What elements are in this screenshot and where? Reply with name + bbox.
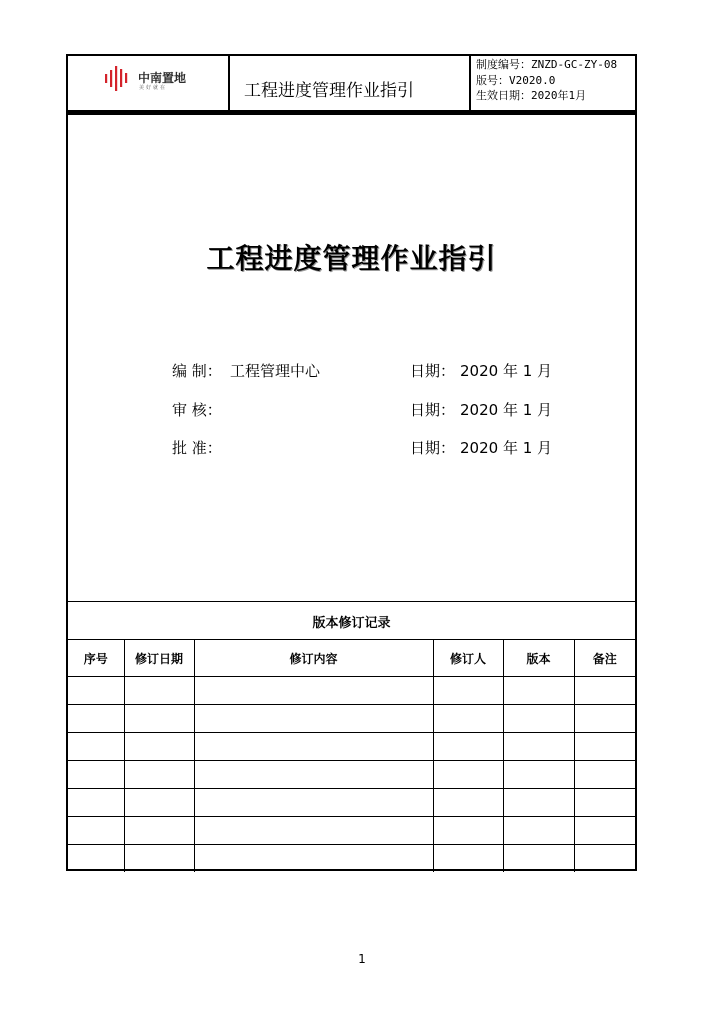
document-header [66,54,637,112]
table-cell [503,761,574,789]
page-number: 1 [358,952,366,966]
page-title: 工程进度管理作业指引 [206,242,497,275]
revision-title: 版本修订记录 [312,616,391,631]
table-cell [503,705,574,733]
effective-date-line [476,88,617,104]
version: V2020.0 [509,73,556,87]
table-cell [433,761,503,789]
table-cell [574,845,635,873]
table-cell [574,705,635,733]
table-cell [68,705,124,733]
signoff-date: 2020 年 1 月 [460,401,553,419]
table-cell [194,845,433,873]
table-cell [433,733,503,761]
column-header: 版本 [503,640,574,677]
table-cell [124,845,194,873]
header-divider [228,56,230,110]
table-row [68,845,635,873]
table-cell [433,789,503,817]
table-row [68,677,635,705]
section-divider [68,601,635,602]
signoff-role: 批 准： [172,439,222,457]
header-meta [476,57,617,104]
column-header: 序号 [68,640,124,677]
table-cell [194,705,433,733]
table-cell [194,817,433,845]
table-cell [503,677,574,705]
table-cell [503,789,574,817]
header-divider [469,56,471,110]
table-cell [68,817,124,845]
company-slogan: 美好就在 [139,85,168,91]
version-label: 版号： [476,73,509,87]
table-cell [503,733,574,761]
document-body [66,112,637,871]
table-row [68,817,635,845]
table-cell [574,761,635,789]
table-row [68,705,635,733]
table-cell [574,789,635,817]
logo-bars-icon [104,64,132,92]
table-cell [194,789,433,817]
table-cell [574,733,635,761]
table-cell [124,761,194,789]
table-cell [433,845,503,873]
table-cell [124,789,194,817]
table-cell [124,733,194,761]
column-header: 修订内容 [194,640,433,677]
table-cell [433,817,503,845]
company-logo [104,64,204,100]
table-row [68,789,635,817]
table-row [68,761,635,789]
table-cell [433,705,503,733]
signoff-date: 2020 年 1 月 [460,439,553,457]
table-cell [503,817,574,845]
effective-label: 生效日期： [476,89,531,102]
column-header: 修订人 [433,640,503,677]
signoff-date: 2020 年 1 月 [460,362,553,380]
column-header: 备注 [574,640,635,677]
table-cell [124,817,194,845]
signoff-role: 审 核： [172,401,222,419]
table-cell [194,677,433,705]
table-cell [194,733,433,761]
table-header-row [68,640,635,677]
signoff-date-label: 日期： [410,362,456,380]
table-cell [503,845,574,873]
company-name: 中南置地 [138,71,187,85]
signoff-name: 工程管理中心 [230,362,321,380]
table-cell [194,761,433,789]
table-cell [124,677,194,705]
doc-code: ZNZD-GC-ZY-08 [531,58,618,71]
signoff-date-label: 日期： [410,401,456,419]
revision-table [68,639,635,872]
table-row [68,733,635,761]
table-cell [68,789,124,817]
doc-code-line [476,57,617,73]
column-header: 修订日期 [124,640,194,677]
signoff-role: 编 制： [172,362,222,380]
table-cell [574,817,635,845]
effective-date: 2020年1月 [531,89,587,102]
table-cell [574,677,635,705]
signoff-date-label: 日期： [410,439,456,457]
version-line [476,73,617,89]
table-cell [68,761,124,789]
table-cell [124,705,194,733]
table-cell [433,677,503,705]
table-cell [68,845,124,873]
header-doc-title: 工程进度管理作业指引 [244,81,414,101]
table-cell [68,733,124,761]
doc-code-label: 制度编号： [476,58,531,71]
table-cell [68,677,124,705]
